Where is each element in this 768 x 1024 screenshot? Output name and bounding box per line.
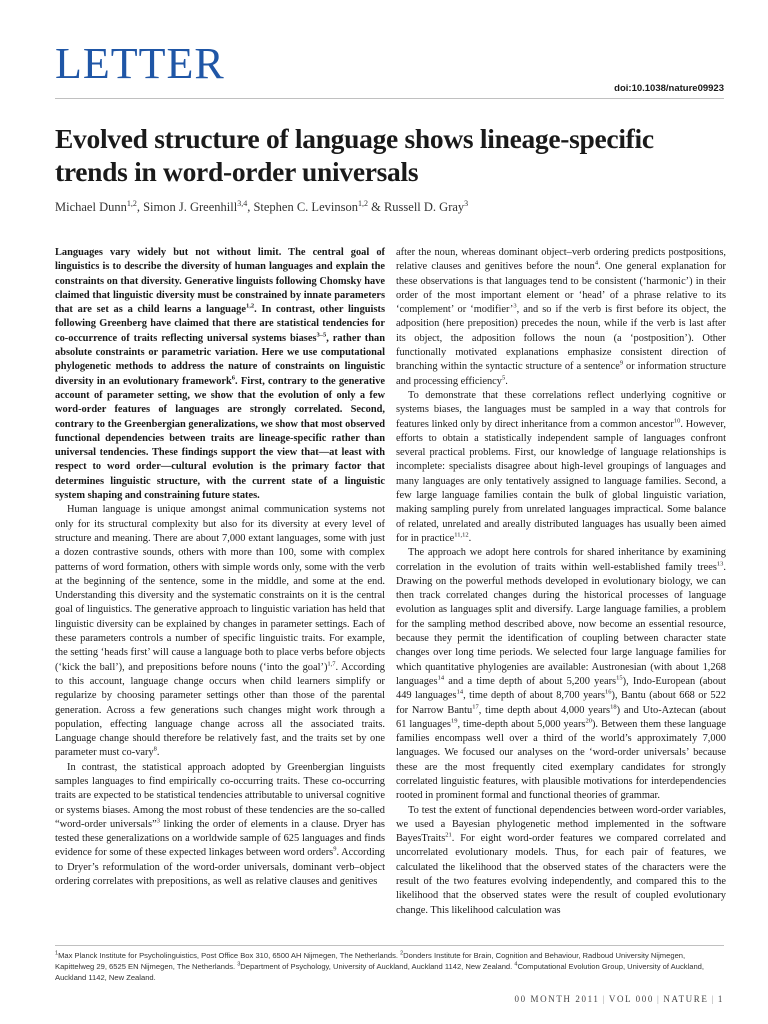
text-run: , time depth of about 8,700 years <box>463 690 605 702</box>
text-run: Computational Evolution Group, University of Auckland, Auckland 1142, New Zealand. <box>55 962 705 982</box>
text-run: ), Indo-European (about 449 languages <box>396 675 726 702</box>
citation-superscript: 21 <box>445 831 452 839</box>
author-name: Russell D. Gray <box>383 200 465 215</box>
footer-separator: | <box>711 994 715 1004</box>
text-run: . According to Dryer’s reformulation of the word-order universals, dominant verb–object ordering correlates with prepositions, as well as relative clauses and genitives <box>55 847 385 888</box>
citation-superscript: 5 <box>501 374 506 382</box>
text-run: The approach we adopt here controls for shared inheritance by examining correlation in the evolution of traits within well-established family trees <box>396 547 726 573</box>
left-text-column <box>55 246 385 889</box>
author-name: Simon J. Greenhill <box>143 200 238 215</box>
author-affiliation-marker: 1,2 <box>126 199 137 208</box>
citation-superscript: 4 <box>594 259 599 267</box>
citation-superscript: 1,7 <box>327 660 336 668</box>
body-paragraph <box>396 546 726 803</box>
text-run: . One general explanation for these observations is that languages tend to be consistent (‘harmonic’) in their order of the most important element or ‘head’ of a phrase relative to its ‘complement’ or ‘modifier’ <box>396 261 726 316</box>
citation-superscript: 15 <box>616 674 623 682</box>
body-paragraph <box>396 804 726 918</box>
text-run: ). Between them these language families encompass well over a third of the world’s approximately 7,000 languages. We focused our analyses on the ‘word-order universals’ because these are the most frequently cited exemplary candidates for strongly correlated linguistic features, with plausible motivations for interdependencies rooted in prominent formal and functional theories of grammar. <box>396 718 726 802</box>
body-paragraph <box>396 246 726 389</box>
text-run: . <box>505 375 508 387</box>
citation-superscript: 3 <box>513 302 517 310</box>
citation-superscript: 1,2 <box>245 302 255 310</box>
author-separator: & <box>367 200 384 215</box>
footer-page-number: 1 <box>717 994 724 1004</box>
author-affiliation-marker: 1,2 <box>357 199 368 208</box>
citation-superscript: 18 <box>610 703 617 711</box>
author-separator: , <box>136 200 144 215</box>
header-divider <box>55 98 724 99</box>
citation-superscript: 9 <box>619 359 624 367</box>
text-run: Department of Psychology, University of Auckland, Auckland 1142, New Zealand. <box>240 962 515 971</box>
footer-separator: | <box>602 994 606 1004</box>
text-run: Max Planck Institute for Psycholinguistics, Post Office Box 310, 6500 AH Nijmegen, The Netherlands. <box>58 951 401 960</box>
citation-superscript: 9 <box>333 846 337 853</box>
author-name: Stephen C. Levinson <box>253 200 358 215</box>
citation-superscript: 1 <box>55 950 59 957</box>
body-paragraph <box>55 503 385 760</box>
footnote-divider <box>55 945 724 946</box>
text-run: , and so if the verb is first before its object, the adposition (here preposition) precedes the noun, while if the verb is last after its object, the adposition follows the noun (a ‘postposition’). Other functionally motivated explanations emphasize consistent direction of branching within the syntactic structure of a sentence <box>396 304 726 373</box>
text-run: , rather than absolute constraints or parametric variation. Here we use computational phylogenetic methods to address the nature of constraints on linguistic diversity in an evolutionary framework <box>55 332 386 387</box>
citation-superscript: 17 <box>472 703 479 711</box>
text-run: , time depth about 4,000 years <box>478 704 611 716</box>
text-run: . For eight word-order features we compared correlated and uncorrelated evolutionary models. Thus, for each pair of features, we calculated the likelihood that the observed states of the characters were the result of the two features evolving independently, and compared this to the likelihood that the observed states were the result of coupled evolutionary change. This likelihood calculation was <box>396 833 726 916</box>
right-text-column <box>396 246 726 918</box>
doi-text[interactable]: doi:10.1038/nature09923 <box>614 83 724 94</box>
text-run: . However, efforts to obtain a statistically independent sample of languages confront several practical problems. First, our knowledge of language relationships is incomplete: specialists disagree about high-level groupings of languages and many languages are only tentatively assigned to language families. Second, a few large language families contain the bulk of global linguistic variation, making sampling purely from unrelated languages impractical. Some balance of related, unrelated and areally distributed languages has usually been aimed for in practice <box>396 418 726 544</box>
text-run: ) and Uto-Aztecan (about 61 languages <box>396 704 727 730</box>
footer-separator: | <box>656 994 661 1004</box>
text-run: In contrast, the statistical approach adopted by Greenbergian linguists samples languages to find empirically co-occurring traits. These co-occurring traits are expected to be statistical tendencies attributable to universal cognitive or systems biases. Among the most robust of these tendencies are the so-called “word-order universals” <box>55 761 385 830</box>
article-type-label: LETTER <box>55 39 225 88</box>
citation-superscript: 14 <box>456 688 464 696</box>
footer-date: 00 MONTH 2011 <box>514 994 600 1004</box>
citation-superscript: 6 <box>231 374 236 382</box>
citation-superscript: 19 <box>450 717 458 725</box>
body-paragraph <box>396 389 726 546</box>
affiliations-footnote <box>55 950 725 983</box>
text-run: or information structure and processing efficiency <box>396 361 726 387</box>
text-run: Donders Institute for Brain, Cognition and Behaviour, Radboud University Nijmegen, Kapittelweg 29, 6525 EN Nijmegen, The Netherlands. <box>55 951 686 971</box>
text-run: . <box>468 532 472 544</box>
page-footer <box>514 994 724 1004</box>
author-separator: , <box>247 200 254 215</box>
text-run: . <box>156 747 160 759</box>
author-list <box>55 199 468 215</box>
citation-superscript: 8 <box>153 745 157 753</box>
text-run: , time-depth about 5,000 years <box>457 718 586 730</box>
author-affiliation-marker: 3,4 <box>237 199 248 208</box>
citation-superscript: 10 <box>673 417 681 425</box>
footer-volume: VOL 000 <box>608 994 654 1004</box>
text-run: To demonstrate that these correlations reflect underlying cognitive or systems biases, the languages must be sampled in a way that controls for features linked only by direct inheritance from a common ancestor <box>396 389 726 430</box>
text-run: . First, contrary to the generative account of parameter setting, we show that the evolution of only a few word-order features of languages are strongly correlated. Second, contrary to the Greenbergian generalizations, we show that most observed functional dependencies between traits are lineage-specific rather than universal tendencies. These findings support the view that—at least with respect to word order—cultural evolution is the primary factor that determines linguistic structure, with the current state of a linguistic system shaping and constraining future states. <box>55 375 385 502</box>
citation-superscript: 13 <box>716 560 724 568</box>
text-run: and a time depth of about 5,200 years <box>444 675 617 687</box>
text-run: linking the order of elements in a clause. Dryer has tested these generalizations on a worldwide sample of 625 languages and finds evidence for some of these expected linkages between word orders <box>55 818 385 859</box>
text-run: Human language is unique amongst animal communication systems not only for its structural complexity but also for its diversity at every level of structure and meaning. There are about 7,000 extant languages, some with just a dozen contrastive sounds, others with more than 100, some with complex patterns of word formation, others with simple words only, some with the verb at the beginning of the sentence, some in the middle, and some at the end. Understanding this diversity and the systematic constraints on it is the central goal of linguistics. The generative approach to linguistic variation has held that linguistic diversity can be explained by changes in parameter settings. Each of these parameters controls a number of specific linguistic traits. For example, the setting ‘heads first’ will cause a language both to place verbs before objects (‘kick the ball’), and prepositions before nouns (‘into the goal’) <box>55 504 385 673</box>
citation-superscript: 3–5 <box>316 331 327 339</box>
body-paragraph <box>55 761 385 890</box>
citation-superscript: 16 <box>605 688 612 696</box>
text-run: Languages vary widely but not without limit. The central goal of linguistics is to describe the diversity of human languages and explain the constraints on that diversity. Generative linguists following Chomsky have claimed that linguistic diversity must be constrained by innate parameters that are set as a child learns a language <box>55 247 385 316</box>
text-run: . In contrast, other linguists following Greenberg have claimed that there are statistical tendencies for co-occurrence of traits reflecting universal systems biases <box>55 304 385 344</box>
text-run: . Drawing on the powerful methods developed in evolutionary biology, we can then track correlated changes during the historical processes of language evolution as languages split and diversify. Large language families, a problem for the sampling method described above, now become an essential resource, because they permit the identification of coupling between character state changes over long time periods. We selected four large language families for which quantitative phylogenies are available: Austronesian (with about 1,268 languages <box>396 561 726 687</box>
text-run: To test the extent of functional dependencies between word-order variables, we used a Bayesian phylogenetic method implemented in the software BayesTraits <box>396 804 726 845</box>
text-run: ), Bantu (about 668 or 522 for Narrow Bantu <box>396 690 727 716</box>
abstract-paragraph <box>55 246 385 503</box>
text-run: . According to this account, language change occurs when child learners simplify or regularize by choosing parameter settings other than those of the parental generation. Across a few generations such changes might work through a population, effecting language change across all the associated traits. Language change should therefore be relatively fast, and the traits set by one parameter must co-vary <box>55 661 385 759</box>
text-run: after the noun, whereas dominant object–verb ordering predicts postpositions, relative clauses and genitives before the noun <box>396 247 726 273</box>
author-name: Michael Dunn <box>55 200 127 215</box>
citation-superscript: 20 <box>585 717 592 725</box>
citation-superscript: 2 <box>400 950 404 957</box>
citation-superscript: 11,12 <box>454 531 469 539</box>
citation-superscript: 4 <box>514 961 518 968</box>
citation-superscript: 3 <box>156 817 160 825</box>
footer-journal: NATURE <box>663 994 709 1004</box>
citation-superscript: 14 <box>437 674 445 682</box>
article-title: Evolved structure of language shows lineage-specific trends in word-order universals <box>55 123 654 187</box>
citation-superscript: 3 <box>237 961 241 968</box>
author-affiliation-marker: 3 <box>464 199 469 208</box>
